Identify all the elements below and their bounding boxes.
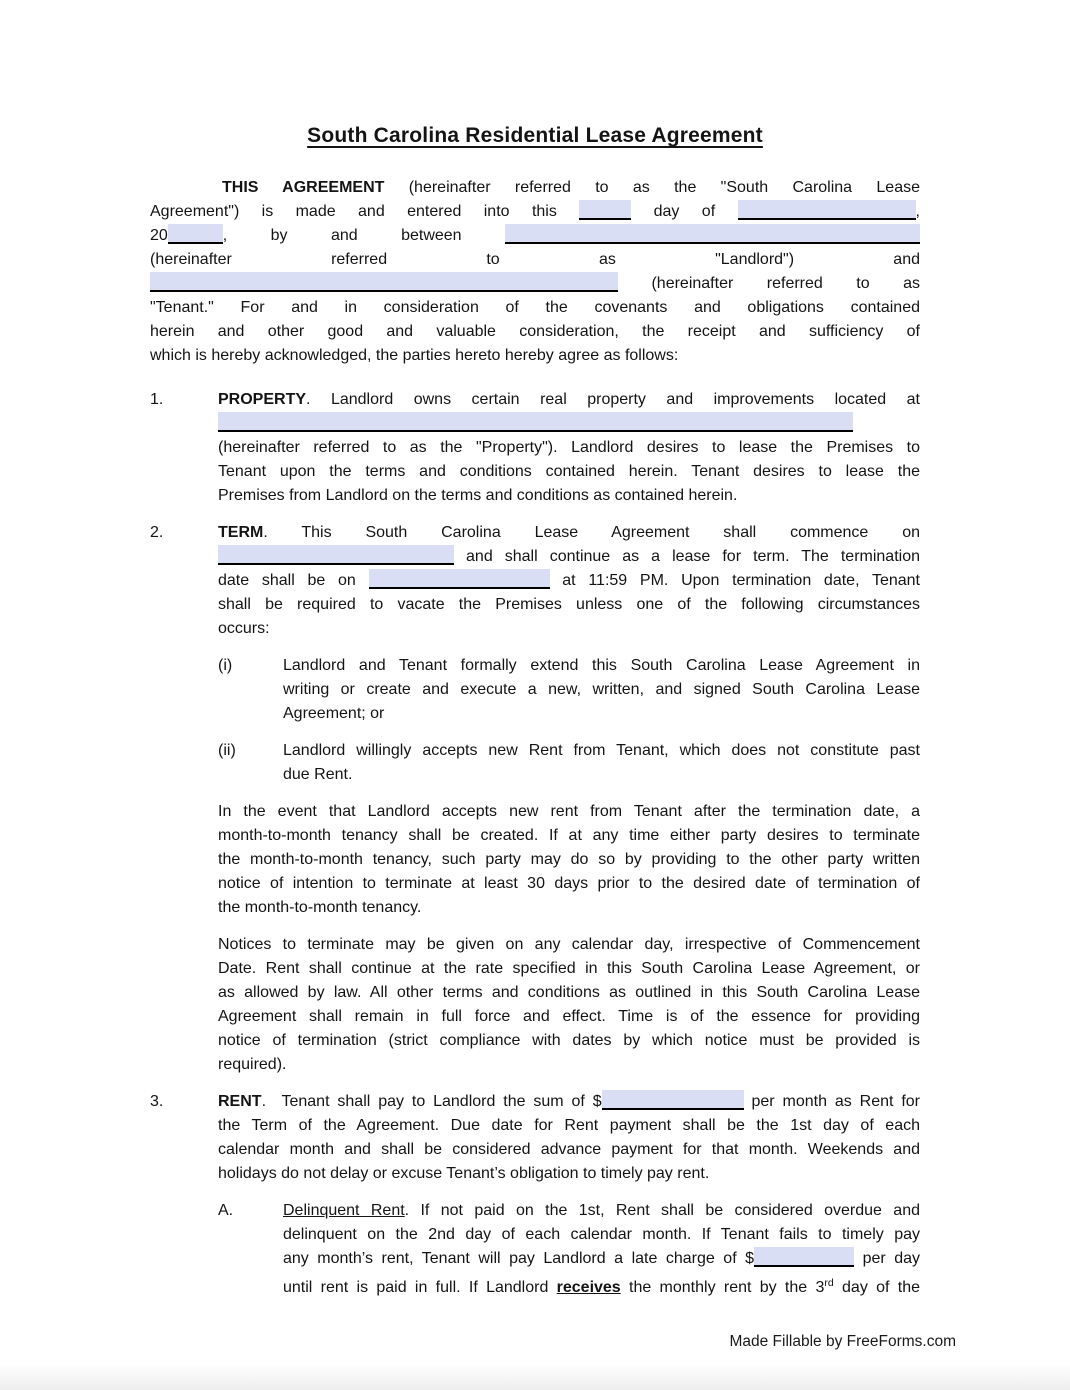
year-field[interactable]	[168, 224, 223, 244]
doc-line	[218, 388, 920, 412]
text-run: due Rent.	[283, 766, 353, 783]
text-run: which is hereby acknowledged, the parties hereto hereby agree as follows:	[150, 347, 679, 364]
text-run: any month’s rent, Tenant will pay Landlord a late charge of $	[283, 1250, 755, 1267]
text-run: the month-to-month tenancy.	[218, 899, 422, 916]
text-run: . Landlord owns certain real property and improvements located at	[306, 391, 920, 408]
section-number: 3.	[150, 1093, 164, 1110]
doc-line	[283, 1271, 920, 1300]
doc-line	[283, 654, 920, 678]
text-run: holidays do not delay or excuse Tenant’s obligation to timely pay rent.	[218, 1165, 710, 1182]
list-marker: (i)	[218, 657, 233, 674]
doc-line	[218, 800, 920, 824]
text-run: per month as Rent for	[743, 1093, 920, 1110]
doc-line	[283, 1199, 920, 1223]
text-run: the Term of the Agreement. Due date for Rent payment shall be the 1st day of each	[218, 1117, 920, 1134]
doc-line	[218, 1114, 920, 1138]
month-field[interactable]	[738, 200, 916, 220]
text-run: and shall continue as a lease for term. The termination	[454, 548, 920, 565]
doc-line	[218, 1162, 920, 1186]
doc-line	[150, 320, 920, 344]
text-run: Tenant upon the terms and conditions contained herein. Tenant desires to lease the	[218, 463, 920, 480]
text-run: day of the	[833, 1279, 920, 1296]
text-run: delinquent on the 2nd day of each calendar month. If Tenant fails to timely pay	[283, 1226, 920, 1243]
text-run: until rent is paid in full. If Landlord	[283, 1279, 557, 1296]
text-run: herein and other good and valuable consideration, the receipt and sufficiency of	[150, 323, 920, 340]
text-run: Delinquent Rent	[283, 1202, 405, 1219]
doc-line	[283, 678, 920, 702]
doc-line	[150, 344, 920, 368]
doc-line	[218, 1005, 920, 1029]
property-address-field[interactable]	[218, 412, 853, 432]
text-run: Agreement") is made and entered into this	[150, 203, 580, 220]
text-run: writing or create and execute a new, written, and signed South Carolina Lease	[283, 681, 920, 698]
doc-line	[218, 1029, 920, 1053]
doc-line	[218, 957, 920, 981]
term-item-i	[150, 654, 920, 726]
text-run: RENT	[218, 1093, 262, 1110]
text-run: Premises from Landlord on the terms and conditions as contained herein.	[218, 487, 738, 504]
text-run: day of	[631, 203, 738, 220]
text-run: the monthly rent by the 3	[620, 1279, 825, 1296]
text-run: (hereinafter referred to as	[618, 275, 920, 292]
text-run: the month-to-month tenancy, such party may do so by providing to the other party written	[218, 851, 920, 868]
text-run: notice of intention to terminate at least 30 days prior to the desired date of termination of	[218, 875, 920, 892]
section-1-property	[150, 388, 920, 508]
doc-line	[218, 436, 920, 460]
text-run: shall be required to vacate the Premises unless one of the following circumstances	[218, 596, 920, 613]
rent-item-a-delinquent	[150, 1199, 920, 1300]
doc-line	[218, 848, 920, 872]
day-of-month-field[interactable]	[579, 200, 631, 220]
commencement-date-field[interactable]	[218, 545, 454, 565]
term-item-ii	[150, 739, 920, 787]
doc-line	[218, 545, 920, 569]
text-run: occurs:	[218, 620, 270, 637]
doc-line	[218, 1138, 920, 1162]
text-run: receives	[556, 1279, 621, 1296]
doc-line	[218, 412, 920, 436]
text-run: (hereinafter referred to as "Landlord") and	[150, 251, 920, 268]
text-run: notice of termination (strict compliance with dates by which notice must be provided is	[218, 1032, 920, 1049]
doc-line	[283, 763, 920, 787]
termination-date-field[interactable]	[369, 569, 550, 589]
text-run: required).	[218, 1056, 287, 1073]
notices-paragraph	[150, 933, 920, 1077]
text-run: rd	[824, 1277, 834, 1289]
list-marker: A.	[218, 1202, 234, 1219]
document-body	[150, 122, 920, 1313]
page-bottom-edge	[0, 1364, 1070, 1390]
doc-line	[283, 1223, 920, 1247]
doc-line	[150, 272, 920, 296]
doc-line	[218, 484, 920, 508]
text-run: . If not paid on the 1st, Rent shall be considered overdue and	[404, 1202, 920, 1219]
text-run: Landlord willingly accepts new Rent from Tenant, which does not constitute past	[283, 742, 920, 759]
doc-line	[218, 872, 920, 896]
text-run: PROPERTY	[218, 391, 307, 408]
text-run: date shall be on	[218, 572, 369, 589]
doc-line	[218, 933, 920, 957]
doc-line	[283, 1247, 920, 1271]
text-run: In the event that Landlord accepts new rent from Tenant after the termination date, a	[218, 803, 920, 820]
text-run: , by and between	[222, 227, 505, 244]
intro-paragraph	[150, 176, 920, 368]
text-run: THIS AGREEMENT	[222, 179, 385, 196]
text-run: month-to-month tenancy shall be created. If at any time either party desires to terminate	[218, 827, 920, 844]
text-run: (hereinafter referred to as the "Property"). Landlord desires to lease the Premises to	[218, 439, 920, 456]
section-2-term	[150, 521, 920, 641]
text-run: . This South Carolina Lease Agreement shall commence on	[263, 524, 920, 541]
doc-line	[150, 248, 920, 272]
text-run: per day	[854, 1250, 921, 1267]
doc-line	[218, 569, 920, 593]
doc-line	[150, 176, 920, 200]
landlord-name-field[interactable]	[505, 224, 920, 244]
block-lines	[218, 521, 920, 641]
doc-line	[218, 824, 920, 848]
block-lines	[283, 739, 920, 787]
text-run: at 11:59 PM. Upon termination date, Tenant	[549, 572, 920, 589]
text-run: (hereinafter referred to as the "South Carolina Lease	[384, 179, 920, 196]
section-number: 2.	[150, 524, 164, 541]
text-run: Notices to terminate may be given on any calendar day, irrespective of Commencement	[218, 936, 920, 953]
text-run: calendar month and shall be considered advance payment for that month. Weekends and	[218, 1141, 920, 1158]
doc-line	[150, 224, 920, 248]
text-run: 20	[150, 227, 168, 244]
section-3-rent	[150, 1090, 920, 1186]
text-run: Agreement shall remain in full force and effect. Time is of the essence for providing	[218, 1008, 920, 1025]
doc-line	[283, 702, 920, 726]
monthly-rent-field[interactable]	[602, 1090, 744, 1110]
document-title: South Carolina Residential Lease Agreement	[307, 124, 763, 147]
text-run: . Tenant shall pay to Landlord the sum of $	[261, 1093, 602, 1110]
doc-line	[283, 739, 920, 763]
doc-line	[218, 521, 920, 545]
text-run: TERM	[218, 524, 264, 541]
text-run: Agreement; or	[283, 705, 385, 722]
text-run: Date. Rent shall continue at the rate specified in this South Carolina Lease Agreement, or	[218, 960, 920, 977]
doc-line	[150, 296, 920, 320]
late-charge-field[interactable]	[754, 1247, 854, 1267]
doc-line	[218, 981, 920, 1005]
doc-line	[218, 896, 920, 920]
text-run: "Tenant." For and in consideration of the covenants and obligations contained	[150, 299, 920, 316]
tenant-name-field[interactable]	[150, 272, 618, 292]
section-number: 1.	[150, 391, 164, 408]
block-lines	[283, 654, 920, 726]
block-lines	[218, 388, 920, 508]
text-run: ,	[915, 203, 920, 220]
doc-line	[218, 1053, 920, 1077]
doc-line	[218, 593, 920, 617]
list-marker: (ii)	[218, 742, 236, 759]
doc-line	[218, 1090, 920, 1114]
block-lines	[283, 1199, 920, 1300]
month-to-month-paragraph	[150, 800, 920, 920]
doc-line	[150, 200, 920, 224]
document-blocks	[150, 176, 920, 1300]
text-run: as allowed by law. All other terms and conditions as outlined in this South Carolina Lease	[218, 984, 920, 1001]
footer-credit: Made Fillable by FreeForms.com	[729, 1333, 956, 1350]
doc-line	[218, 460, 920, 484]
block-lines	[218, 1090, 920, 1186]
doc-line	[218, 617, 920, 641]
text-run: Landlord and Tenant formally extend this South Carolina Lease Agreement in	[283, 657, 920, 674]
